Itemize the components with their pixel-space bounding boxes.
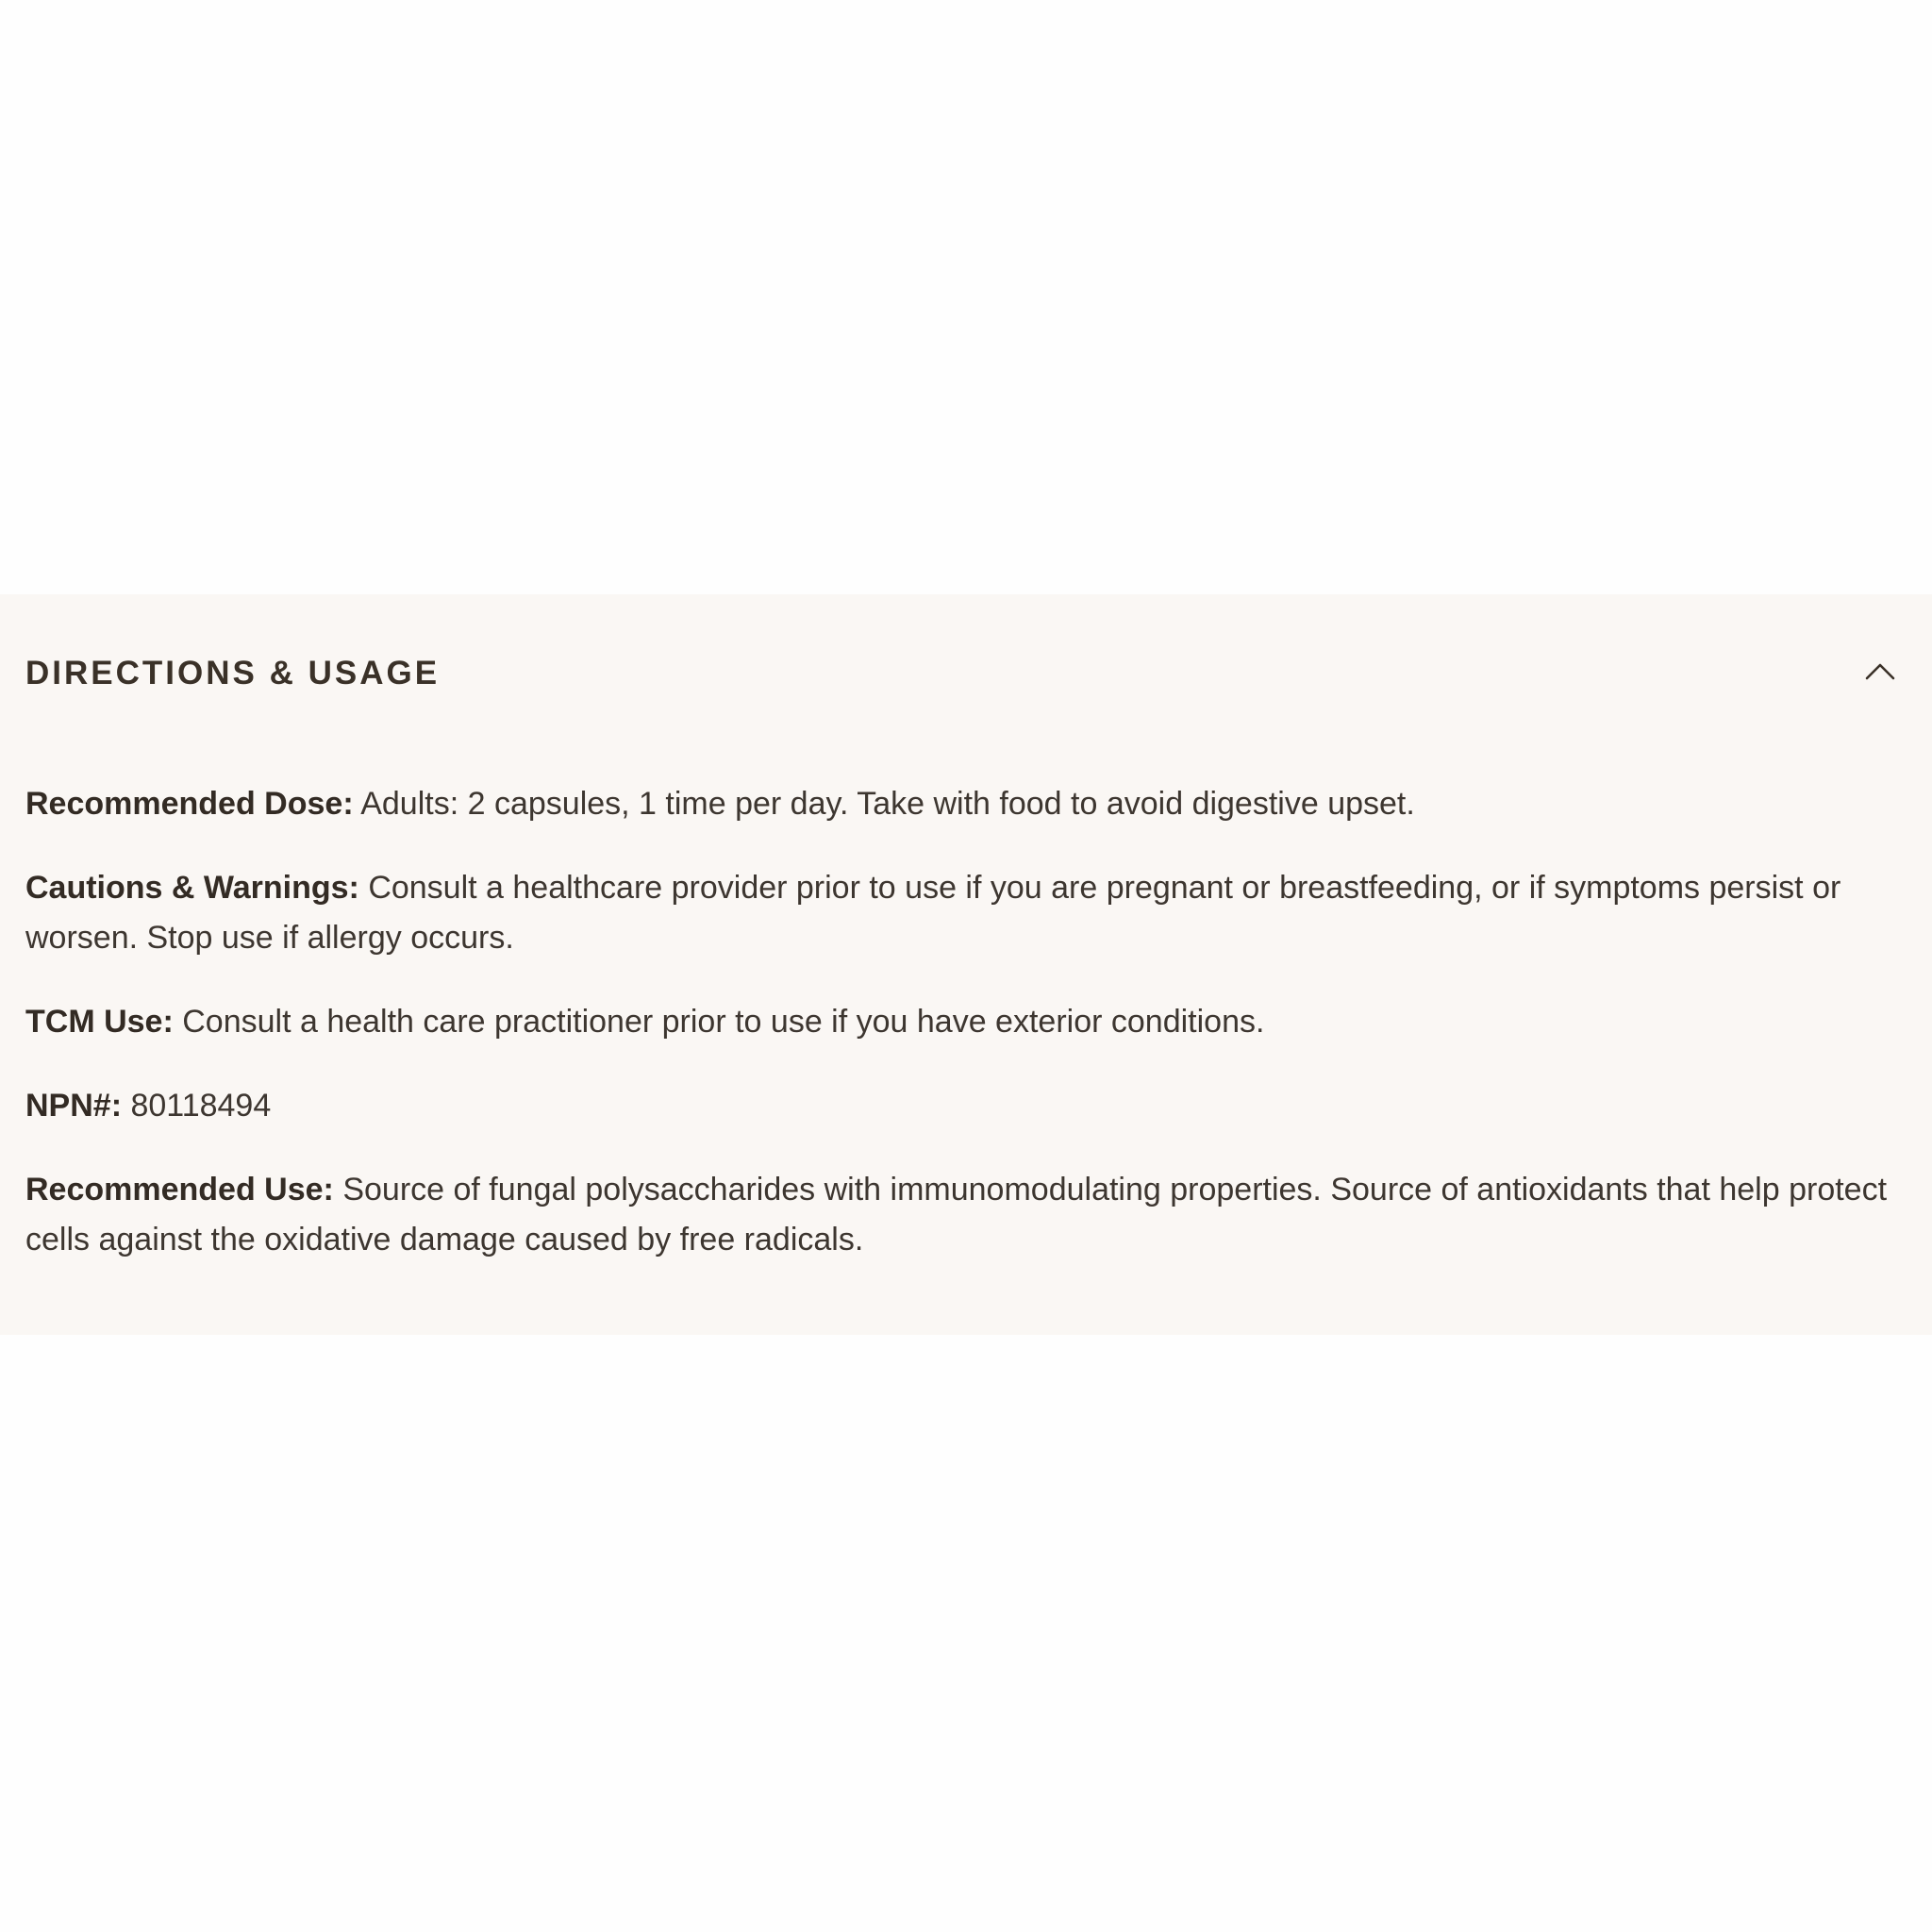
npn-entry [25,1081,1898,1131]
cautions-warnings-label: Cautions & Warnings: [25,870,359,906]
npn-label: NPN#: [25,1088,123,1124]
tcm-use-text: Consult a health care practitioner prior to use if you have exterior conditions. [182,1004,1265,1040]
cautions-warnings-text: Consult a healthcare provider prior to use if you are pregnant or breastfeeding, or if symptoms persist or worsen. Stop use if allergy occurs. [25,870,1841,956]
accordion-title: DIRECTIONS & USAGE [25,655,441,691]
recommended-dose-text: Adults: 2 capsules, 1 time per day. Take with food to avoid digestive upset. [360,786,1415,822]
accordion-header[interactable] [0,594,1932,757]
accordion-content [25,779,1898,1299]
recommended-dose-label: Recommended Dose: [25,786,354,822]
tcm-use-label: TCM Use: [25,1004,174,1040]
npn-number: 80118494 [130,1088,272,1124]
chevron-up-icon[interactable] [1864,659,1896,682]
cautions-warnings-entry [25,863,1898,963]
recommended-use-text: Source of fungal polysaccharides with immunomodulating properties. Source of antioxidants that help protect cells against the oxidative damage caused by free radicals. [25,1172,1888,1257]
directions-usage-accordion [0,594,1932,1335]
recommended-dose-entry [25,779,1898,829]
recommended-use-label: Recommended Use: [25,1172,334,1208]
tcm-use-entry [25,997,1898,1047]
recommended-use-entry [25,1165,1898,1265]
